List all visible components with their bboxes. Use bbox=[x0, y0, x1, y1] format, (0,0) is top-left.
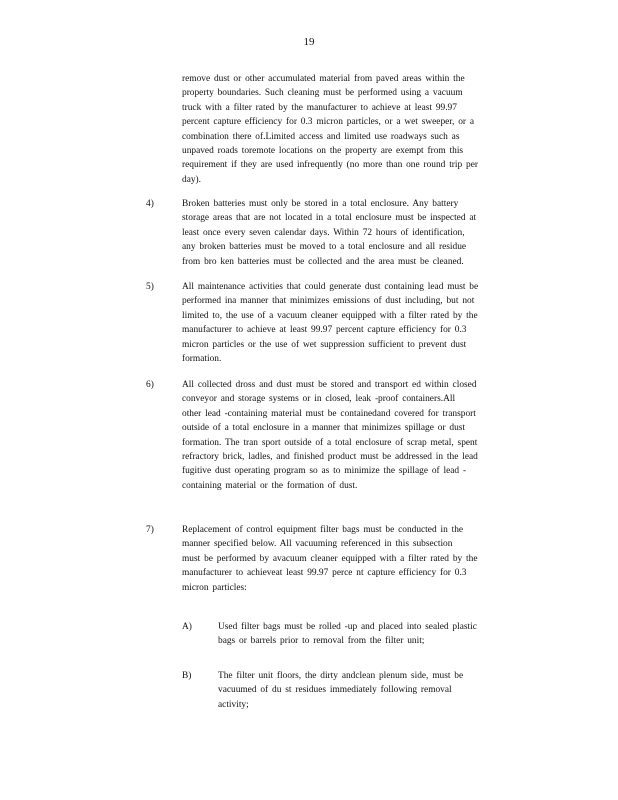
text-line: manufacturer to achieveat least 99.97 perce nt capture efficiency for 0.3 bbox=[182, 568, 467, 579]
item-paragraph-7 bbox=[182, 523, 537, 595]
item-paragraph-4 bbox=[182, 197, 537, 269]
text-line: performed ina manner that minimizes emissions of dust including, but not bbox=[182, 296, 475, 307]
text-line: truck with a filter rated by the manufacturer to achieve at least 99.97 bbox=[182, 102, 457, 113]
text-line: refractory brick, ladles, and finished product must be addressed in the lead bbox=[182, 452, 478, 463]
text-line: any broken batteries must be moved to a total enclosure and all residue bbox=[182, 242, 467, 253]
text-line: micron particles or the use of wet suppression sufficient to prevent dust bbox=[182, 339, 467, 350]
text-line: other lead -containing material must be containedand covered for transport bbox=[182, 408, 476, 419]
text-line: combination there of.Limited access and limited use roadways such as bbox=[182, 131, 460, 142]
text-line: day). bbox=[182, 174, 202, 185]
text-line: conveyor and storage systems or in closed, leak -proof containers.All bbox=[182, 394, 456, 405]
subitem-letter: B) bbox=[182, 671, 192, 681]
subitem-paragraph-b bbox=[218, 669, 528, 712]
text-line: remove dust or other accumulated material from paved areas within the bbox=[182, 74, 465, 84]
subitem-paragraph-a bbox=[218, 620, 528, 649]
text-line: fugitive dust operating program so as to minimize the spillage of lead - bbox=[182, 466, 467, 477]
text-line: property boundaries. Such cleaning must be performed using a vacuum bbox=[182, 88, 463, 99]
text-line: manner specified below. All vacuuming referenced in this subsection bbox=[182, 539, 453, 550]
text-line: Used filter bags must be rolled -up and placed into sealed plastic bbox=[218, 622, 477, 632]
text-line: All maintenance activities that could generate dust containing lead must be bbox=[182, 282, 479, 292]
text-line: requirement if they are used infrequently (no more than one round trip per bbox=[182, 160, 479, 171]
item-number: 6) bbox=[146, 380, 154, 390]
text-line: micron particles: bbox=[182, 582, 247, 593]
text-line: containing material or the formation of dust. bbox=[182, 480, 358, 491]
text-line: Broken batteries must only be stored in a total enclosure. Any battery bbox=[182, 199, 459, 209]
text-line: percent capture efficiency for 0.3 micron particles, or a wet sweeper, or a bbox=[182, 117, 475, 128]
text-line: vacuumed of du st residues immediately following removal bbox=[218, 685, 452, 696]
text-line: activity; bbox=[218, 699, 249, 710]
continuation-paragraph bbox=[182, 72, 537, 187]
item-paragraph-6 bbox=[182, 378, 537, 493]
text-line: Replacement of control equipment filter bags must be conducted in the bbox=[182, 525, 464, 535]
text-line: outside of a total enclosure in a manner that minimizes spillage or dust bbox=[182, 423, 466, 434]
text-line: All collected dross and dust must be stored and transport ed within closed bbox=[182, 380, 477, 390]
text-line: manufacturer to achieve at least 99.97 percent capture efficiency for 0.3 bbox=[182, 325, 467, 336]
text-line: from bro ken batteries must be collected and the area must be cleaned. bbox=[182, 256, 464, 267]
text-line: limited to, the use of a vacuum cleaner equipped with a filter rated by the bbox=[182, 310, 478, 321]
text-line: formation. The tran sport outside of a total enclosure of scrap metal, spent bbox=[182, 437, 478, 448]
subitem-letter: A) bbox=[182, 622, 192, 632]
text-line: least once every seven calendar days. Within 72 hours of identification, bbox=[182, 227, 465, 238]
item-number: 7) bbox=[146, 525, 154, 535]
page-number: 19 bbox=[303, 36, 315, 48]
item-paragraph-5 bbox=[182, 280, 537, 366]
item-number: 5) bbox=[146, 282, 154, 292]
text-line: The filter unit floors, the dirty andclean plenum side, must be bbox=[218, 671, 464, 681]
item-number: 4) bbox=[146, 199, 154, 209]
text-line: bags or barrels prior to removal from the filter unit; bbox=[218, 636, 425, 647]
text-line: unpaved roads toremote locations on the property are exempt from this bbox=[182, 146, 464, 157]
text-line: must be performed by avacuum cleaner equipped with a filter rated by the bbox=[182, 553, 478, 564]
text-line: formation. bbox=[182, 354, 222, 365]
text-line: storage areas that are not located in a total enclosure must be inspected at bbox=[182, 213, 477, 224]
